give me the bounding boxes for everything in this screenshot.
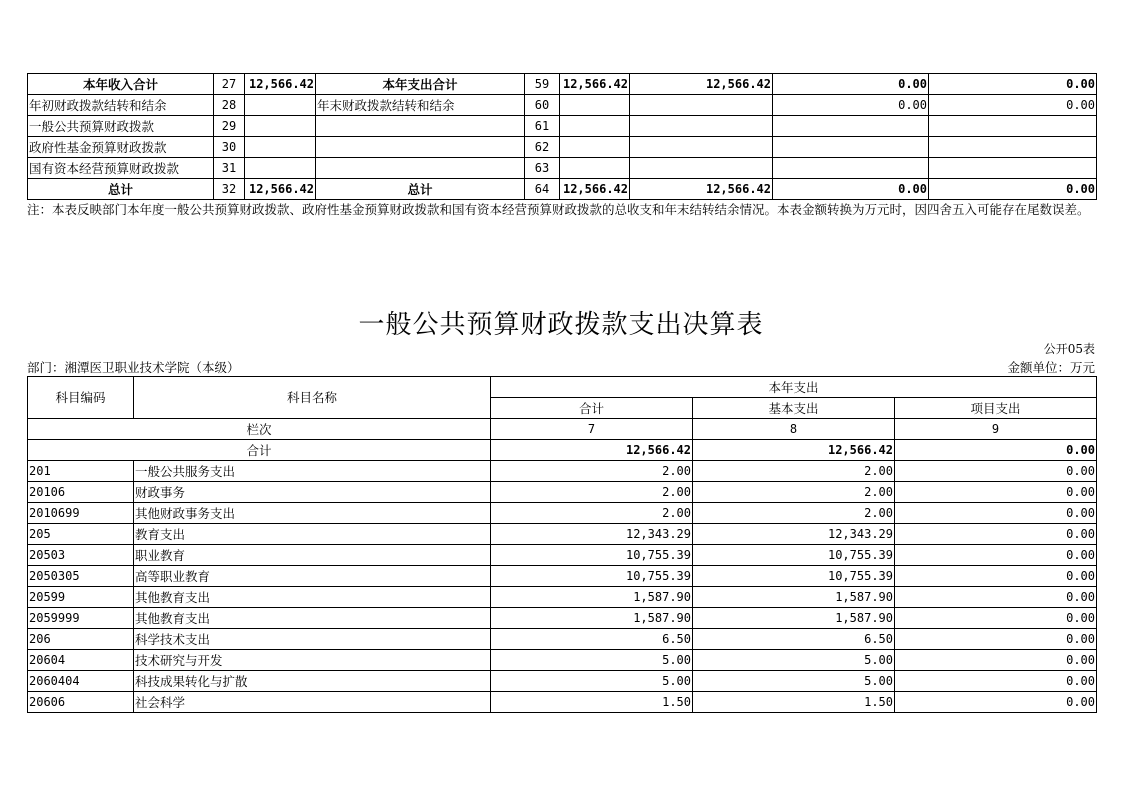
amount-basic: 10,755.39	[693, 566, 895, 587]
expenditure-table-body	[28, 377, 1097, 713]
department-label: 部门：湘潭医卫职业技术学院（本级）	[27, 360, 240, 375]
summary-total: 12,566.42	[560, 74, 630, 95]
summary-basic	[630, 137, 773, 158]
summary-right-line-no: 59	[525, 74, 560, 95]
summary-row	[28, 179, 1097, 200]
sum-row	[28, 440, 1097, 461]
amount-basic: 1,587.90	[693, 587, 895, 608]
summary-other	[929, 158, 1097, 179]
summary-left-label: 总计	[28, 179, 214, 200]
amount-total: 12,343.29	[491, 524, 693, 545]
amount-project: 0.00	[895, 629, 1097, 650]
summary-row	[28, 116, 1097, 137]
summary-left-amount	[245, 116, 316, 137]
amount-basic: 1.50	[693, 692, 895, 713]
subject-name: 其他教育支出	[134, 587, 491, 608]
subject-code: 201	[28, 461, 134, 482]
summary-right-label	[316, 137, 525, 158]
amount-project: 0.00	[895, 524, 1097, 545]
summary-basic	[630, 116, 773, 137]
column-number-basic: 8	[693, 419, 895, 440]
amount-total: 1,587.90	[491, 608, 693, 629]
amount-basic: 2.00	[693, 482, 895, 503]
amount-project: 0.00	[895, 587, 1097, 608]
table-row	[28, 545, 1097, 566]
amount-project: 0.00	[895, 482, 1097, 503]
summary-row	[28, 137, 1097, 158]
summary-left-label: 一般公共预算财政拨款	[28, 116, 214, 137]
summary-left-label: 年初财政拨款结转和结余	[28, 95, 214, 116]
subject-code: 2050305	[28, 566, 134, 587]
subject-code: 20604	[28, 650, 134, 671]
amount-basic: 5.00	[693, 650, 895, 671]
summary-row	[28, 74, 1097, 95]
table-note: 注：本表反映部门本年度一般公共预算财政拨款、政府性基金预算财政拨款和国有资本经营预算财政拨款的总收支和年末结转结余情况。本表金额转换为万元时，因四舍五入可能存在尾数误差。	[27, 202, 1090, 217]
header-name: 科目名称	[134, 377, 491, 419]
subject-name: 科技成果转化与扩散	[134, 671, 491, 692]
header-project: 项目支出	[895, 398, 1097, 419]
subject-name: 科学技术支出	[134, 629, 491, 650]
amount-basic: 1,587.90	[693, 608, 895, 629]
table-row	[28, 650, 1097, 671]
subject-name: 职业教育	[134, 545, 491, 566]
summary-other	[929, 137, 1097, 158]
amount-total: 6.50	[491, 629, 693, 650]
summary-left-label: 本年收入合计	[28, 74, 214, 95]
table-row	[28, 671, 1097, 692]
amount-project: 0.00	[895, 692, 1097, 713]
summary-total	[560, 116, 630, 137]
subject-name: 高等职业教育	[134, 566, 491, 587]
amount-basic: 5.00	[693, 671, 895, 692]
subject-name: 技术研究与开发	[134, 650, 491, 671]
amount-project: 0.00	[895, 671, 1097, 692]
amount-total: 10,755.39	[491, 566, 693, 587]
column-number-project: 9	[895, 419, 1097, 440]
summary-left-line-no: 30	[214, 137, 245, 158]
header-year-spend: 本年支出	[491, 377, 1097, 398]
summary-left-amount	[245, 95, 316, 116]
summary-total	[560, 158, 630, 179]
summary-left-label: 政府性基金预算财政拨款	[28, 137, 214, 158]
amount-basic: 2.00	[693, 461, 895, 482]
subject-code: 20106	[28, 482, 134, 503]
summary-other: 0.00	[929, 179, 1097, 200]
summary-right-line-no: 64	[525, 179, 560, 200]
subject-name: 社会科学	[134, 692, 491, 713]
summary-left-line-no: 32	[214, 179, 245, 200]
subject-name: 教育支出	[134, 524, 491, 545]
subject-code: 2059999	[28, 608, 134, 629]
amount-total: 10,755.39	[491, 545, 693, 566]
summary-right-label	[316, 116, 525, 137]
summary-right-line-no: 61	[525, 116, 560, 137]
amount-project: 0.00	[895, 650, 1097, 671]
amount-project: 0.00	[895, 608, 1097, 629]
summary-left-amount	[245, 137, 316, 158]
summary-row	[28, 95, 1097, 116]
summary-left-amount	[245, 158, 316, 179]
amount-total: 2.00	[491, 461, 693, 482]
income-expense-summary-table	[27, 73, 1097, 200]
amount-total: 1.50	[491, 692, 693, 713]
summary-total	[560, 95, 630, 116]
summary-right-label: 年末财政拨款结转和结余	[316, 95, 525, 116]
form-number: 公开05表	[1043, 342, 1095, 356]
table-row	[28, 692, 1097, 713]
header-total: 合计	[491, 398, 693, 419]
table-row	[28, 524, 1097, 545]
summary-basic	[630, 95, 773, 116]
summary-total	[560, 137, 630, 158]
summary-table-body	[28, 74, 1097, 200]
summary-total: 12,566.42	[560, 179, 630, 200]
amount-basic: 12,343.29	[693, 524, 895, 545]
summary-project	[773, 116, 929, 137]
subject-code: 2010699	[28, 503, 134, 524]
table-row	[28, 566, 1097, 587]
summary-left-line-no: 27	[214, 74, 245, 95]
column-number-total: 7	[491, 419, 693, 440]
amount-project: 0.00	[895, 545, 1097, 566]
summary-project: 0.00	[773, 74, 929, 95]
amount-project: 0.00	[895, 461, 1097, 482]
summary-right-line-no: 60	[525, 95, 560, 116]
amount-total: 2.00	[491, 482, 693, 503]
column-number-label: 栏次	[28, 419, 491, 440]
summary-basic: 12,566.42	[630, 74, 773, 95]
summary-right-label: 本年支出合计	[316, 74, 525, 95]
subject-code: 20606	[28, 692, 134, 713]
subject-code: 205	[28, 524, 134, 545]
sum-project: 0.00	[895, 440, 1097, 461]
column-number-row	[28, 419, 1097, 440]
summary-project: 0.00	[773, 95, 929, 116]
summary-left-amount: 12,566.42	[245, 74, 316, 95]
subject-name: 其他财政事务支出	[134, 503, 491, 524]
amount-total: 2.00	[491, 503, 693, 524]
subject-code: 2060404	[28, 671, 134, 692]
sum-total: 12,566.42	[491, 440, 693, 461]
summary-project: 0.00	[773, 179, 929, 200]
amount-basic: 2.00	[693, 503, 895, 524]
amount-total: 1,587.90	[491, 587, 693, 608]
summary-project	[773, 137, 929, 158]
summary-right-line-no: 63	[525, 158, 560, 179]
table-row	[28, 503, 1097, 524]
subject-code: 20503	[28, 545, 134, 566]
amount-total: 5.00	[491, 671, 693, 692]
subject-code: 20599	[28, 587, 134, 608]
page-title: 一般公共预算财政拨款支出决算表	[358, 310, 764, 340]
header-code: 科目编码	[28, 377, 134, 419]
table-row	[28, 461, 1097, 482]
table-row	[28, 629, 1097, 650]
summary-project	[773, 158, 929, 179]
amount-project: 0.00	[895, 503, 1097, 524]
summary-basic	[630, 158, 773, 179]
header-basic: 基本支出	[693, 398, 895, 419]
summary-row	[28, 158, 1097, 179]
summary-right-label	[316, 158, 525, 179]
summary-left-amount: 12,566.42	[245, 179, 316, 200]
header-row-1	[28, 377, 1097, 398]
table-row	[28, 587, 1097, 608]
subject-code: 206	[28, 629, 134, 650]
subject-name: 一般公共服务支出	[134, 461, 491, 482]
amount-unit-label: 金额单位：万元	[1007, 360, 1095, 375]
summary-left-line-no: 31	[214, 158, 245, 179]
table-row	[28, 608, 1097, 629]
summary-other: 0.00	[929, 95, 1097, 116]
summary-left-line-no: 28	[214, 95, 245, 116]
amount-basic: 6.50	[693, 629, 895, 650]
summary-left-line-no: 29	[214, 116, 245, 137]
subject-name: 财政事务	[134, 482, 491, 503]
sum-basic: 12,566.42	[693, 440, 895, 461]
summary-left-label: 国有资本经营预算财政拨款	[28, 158, 214, 179]
amount-basic: 10,755.39	[693, 545, 895, 566]
summary-right-label: 总计	[316, 179, 525, 200]
expenditure-table	[27, 376, 1097, 713]
sum-label: 合计	[28, 440, 491, 461]
amount-project: 0.00	[895, 566, 1097, 587]
summary-other	[929, 116, 1097, 137]
amount-total: 5.00	[491, 650, 693, 671]
summary-basic: 12,566.42	[630, 179, 773, 200]
subject-name: 其他教育支出	[134, 608, 491, 629]
table-row	[28, 482, 1097, 503]
summary-other: 0.00	[929, 74, 1097, 95]
summary-right-line-no: 62	[525, 137, 560, 158]
